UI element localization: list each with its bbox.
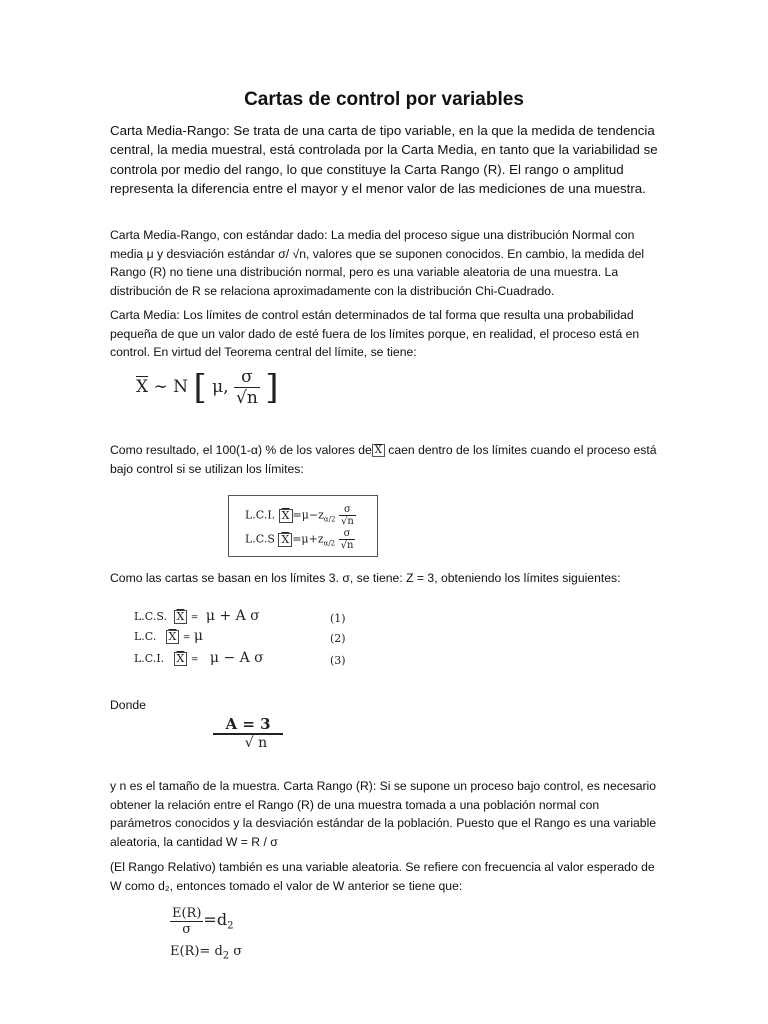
inline-xbar: $\overline{X}$ xyxy=(374,445,382,457)
expected-range-line2-rhs: σ xyxy=(229,944,243,959)
lci-sub: α/2 xyxy=(323,515,336,524)
formula-lcs-row xyxy=(245,528,355,551)
formula-normal-distribution: $\overline{X}$ ∼ N [ μ, $\frac{\sigma}{√n}$ ] xyxy=(136,367,279,408)
expected-range-eq: =d xyxy=(203,910,228,929)
document-title: Cartas de control por variables xyxy=(244,89,524,110)
limit-row-lc xyxy=(134,628,346,645)
lci-sqrtn: √n xyxy=(340,516,354,527)
lcs-xbar: $\overline{X}$ xyxy=(281,532,290,546)
expected-range-den: σ xyxy=(182,922,192,937)
paragraph-carta-rango: y n es el tamaño de la muestra. Carta Rango (R): Si se supone un proceso bajo control, es necesario obtener la relación entre el Rango (R) de una muestra tomada a una población normal con parámetros conocidos y la desviación estándar de la población. Puesto que el Rango es una variable aleatoria, la cantidad W = R / σ xyxy=(110,779,657,849)
lci-sigma: σ xyxy=(339,504,356,516)
fraction-numerator: σ xyxy=(234,367,260,388)
formula-control-limits-box xyxy=(228,495,378,557)
limit-xbar: $\overline{X}$ xyxy=(176,610,185,623)
limit-rhs: μ + A σ xyxy=(205,608,260,624)
lcs-sub: α/2 xyxy=(323,539,336,548)
limit-number: (2) xyxy=(330,632,346,645)
limit-number: (1) xyxy=(330,612,346,625)
paragraph-rango-relativo: (El Rango Relativo) también es una variable aleatoria. Se refiere con frecuencia al valor esperado de W como d₂, entonces tomado el valor de W anterior se tiene que: xyxy=(110,860,655,893)
lci-eq: =μ−z xyxy=(292,508,324,522)
inline-xbar-box xyxy=(372,444,385,457)
formula-fraction xyxy=(234,367,260,408)
limit-xbar: $\overline{X}$ xyxy=(176,652,185,665)
expected-range-line2-sub: 2 xyxy=(222,950,230,962)
lcs-fraction xyxy=(339,528,356,551)
expected-range-line2 xyxy=(170,944,242,962)
right-bracket: ] xyxy=(265,367,279,408)
fraction-denominator: √n xyxy=(236,388,258,408)
paragraph-limites-3-sigma: Como las cartas se basan en los límites 3. σ, se tiene: Z = 3, obteniendo los límites siguientes: xyxy=(110,571,621,585)
limit-eq: = xyxy=(190,655,199,665)
formula-A xyxy=(213,715,283,751)
limit-row-lcs xyxy=(134,608,346,625)
lcs-eq: =μ+z xyxy=(292,532,324,546)
paragraph-como-resultado xyxy=(110,441,660,478)
lci-xbar: $\overline{X}$ xyxy=(281,508,290,522)
lcs-sqrtn: √n xyxy=(340,540,354,551)
expected-range-line2-lhs: E(R)= d xyxy=(170,944,223,959)
formula-N: N xyxy=(173,377,189,397)
limit-xbar: $\overline{X}$ xyxy=(168,630,177,643)
formula-xbar: $\overline{X}$ xyxy=(136,377,149,397)
limit-xbar-box xyxy=(174,652,188,666)
limit-row-lci xyxy=(134,650,346,667)
paragraph-carta-media-rango: Carta Media-Rango: Se trata de una carta de tipo variable, en la que la medida de tendencia central, la media muestral, está controlada por la Carta Media, en tanto que la variabilidad se controla por medio del rango, lo que constituye la Carta Rango (R). El rango o amplitud representa la diferencia entre el mayor y el menor valor de las mediciones de una muestra. xyxy=(110,123,658,197)
paragraph-estandar-dado: Carta Media-Rango, con estándar dado: La media del proceso sigue una distribución Normal con media μ y desviación estándar σ/ √n, valores que se suponen conocidos. En cambio, la medida del Rango (R) no tiene una distribución normal, pero es una variable aleatoria de una muestra. La distribución de R se relaciona aproximadamente con la distribución Chi-Cuadrado. xyxy=(110,228,645,298)
lcs-label: L.C.S xyxy=(245,532,275,546)
limit-label: L.C.I. xyxy=(134,652,165,665)
paragraph-text-after: caen dentro de los límites cuando el proceso está bajo control si se utilizan los límites: xyxy=(110,443,657,476)
lcs-xbar-box xyxy=(278,533,292,547)
paragraph-text-before: Como resultado, el 100(1-α) % de los valores de xyxy=(110,443,372,457)
lci-xbar-box xyxy=(279,509,293,523)
expected-range-num: E(R) xyxy=(172,906,202,921)
label-donde: Donde xyxy=(110,698,146,712)
limit-rhs: μ xyxy=(193,628,203,644)
lcs-sigma: σ xyxy=(339,528,356,540)
formula-tilde: ∼ xyxy=(153,377,168,397)
limit-rhs: μ − A σ xyxy=(209,650,264,666)
expected-range-sub: 2 xyxy=(227,920,234,932)
limit-eq: = xyxy=(182,633,191,643)
formula-expected-range xyxy=(170,906,290,972)
formula-A-denominator: √ n xyxy=(244,735,268,751)
limit-label: L.C.S. xyxy=(134,610,167,623)
lci-fraction xyxy=(339,504,356,527)
left-bracket: [ xyxy=(193,367,207,408)
formula-A-top: A = 3 xyxy=(213,715,283,735)
limit-label: L.C. xyxy=(134,630,157,643)
formula-lci-row xyxy=(245,504,356,527)
limit-xbar-box xyxy=(166,630,180,644)
limit-eq: = xyxy=(190,613,199,623)
formula-three-limits xyxy=(134,604,374,670)
expected-range-fraction xyxy=(170,906,203,937)
expected-range-line1 xyxy=(170,906,233,937)
formula-mu: μ xyxy=(212,377,224,397)
lci-label: L.C.I. xyxy=(245,508,276,522)
limit-xbar-box xyxy=(174,610,188,624)
paragraph-carta-media: Carta Media: Los límites de control están determinados de tal forma que resulta una probabilidad pequeña de que un valor dado de esté fuera de los límites porque, en realidad, el proceso está en control. En virtud del Teorema central del límite, se tiene: xyxy=(110,308,640,360)
limit-number: (3) xyxy=(330,654,346,667)
